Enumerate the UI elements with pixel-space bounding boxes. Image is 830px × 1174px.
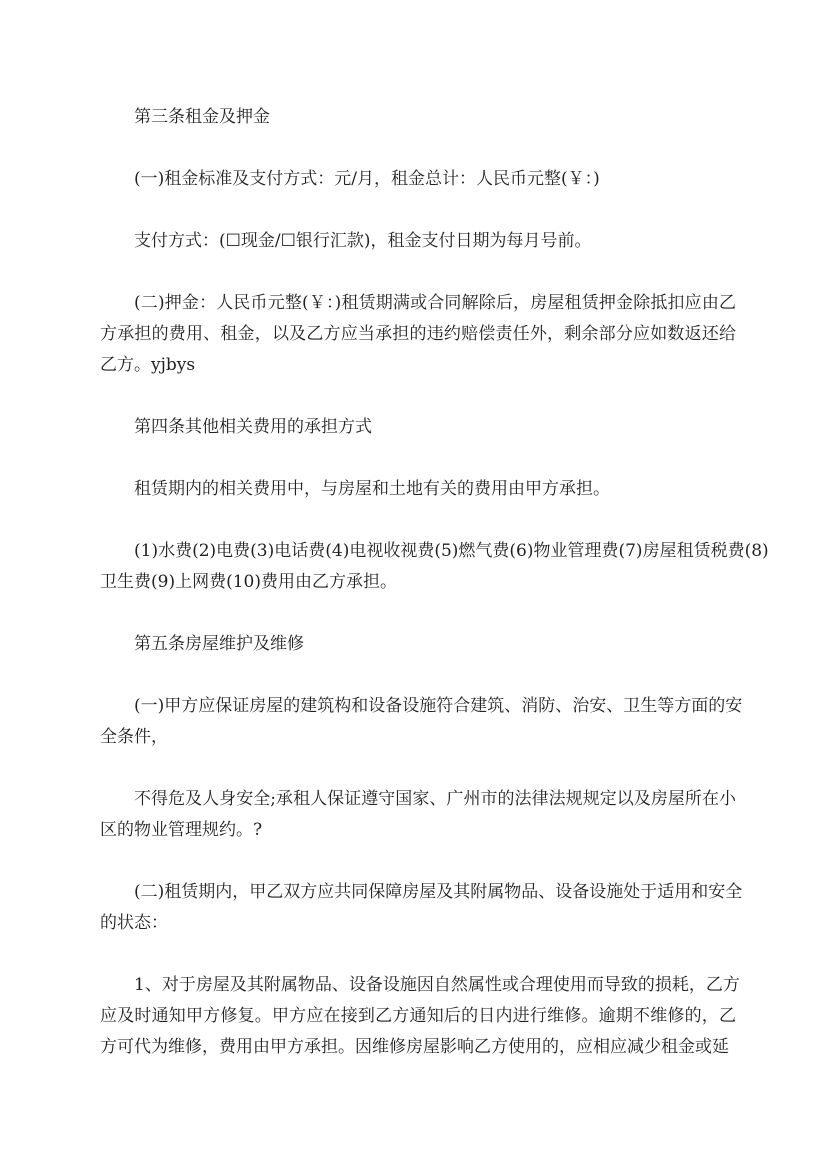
text-line: 乙方。yjbys: [100, 355, 196, 375]
text-line: 第三条租金及押金: [134, 107, 270, 127]
text-line: (二)押金：人民币元整(￥：)租赁期满或合同解除后，房屋租赁押金除抵扣应由乙: [134, 293, 736, 313]
text-line: (一)租金标准及支付方式：元/月，租金总计：人民币元整(￥：): [134, 169, 600, 189]
paragraph: [100, 164, 736, 195]
document-page: [100, 102, 769, 1094]
text-line: 的状态：: [100, 913, 168, 933]
paragraph: [100, 412, 736, 443]
text-line: (一)甲方应保证房屋的建筑构和设备设施符合建筑、消防、治安、卫生等方面的安: [134, 696, 743, 716]
paragraph: [100, 877, 743, 939]
paragraph: [100, 691, 743, 753]
paragraph: [100, 226, 736, 257]
text-line: (1)水费(2)电费(3)电话费(4)电视收视费(5)燃气费(6)物业管理费(7)房屋租赁税费(8): [134, 541, 769, 561]
text-line: 卫生费(9)上网费(10)费用由乙方承担。: [100, 572, 397, 592]
text-line: 方承担的费用、租金，以及乙方应当承担的违约赔偿责任外，剩余部分应如数返还给: [100, 324, 736, 344]
text-line: (二)租赁期内，甲乙双方应共同保障房屋及其附属物品、设备设施处于适用和安全: [134, 882, 743, 902]
paragraph: [100, 474, 736, 505]
paragraph: [100, 102, 736, 133]
text-line: 支付方式：(☐现金/☐银行汇款)，租金支付日期为每月号前。: [134, 231, 592, 251]
text-line: 区的物业管理规约。?: [100, 820, 263, 840]
paragraph: [100, 784, 736, 846]
paragraph: [100, 629, 736, 660]
text-line: 方可代为维修，费用由甲方承担。因维修房屋影响乙方使用的，应相应减少租金或延: [100, 1037, 729, 1057]
text-line: 第四条其他相关费用的承担方式: [134, 417, 372, 437]
text-line: 租赁期内的相关费用中，与房屋和土地有关的费用由甲方承担。: [134, 479, 610, 499]
paragraph: [100, 288, 736, 381]
text-line: 全条件，: [100, 727, 168, 747]
paragraph: [100, 536, 769, 598]
text-line: 第五条房屋维护及维修: [134, 634, 304, 654]
text-line: 不得危及人身安全;承租人保证遵守国家、广州市的法律法规规定以及房屋所在小: [134, 789, 736, 809]
text-line: 1、对于房屋及其附属物品、设备设施因自然属性或合理使用而导致的损耗，乙方: [134, 975, 740, 995]
paragraph: [100, 970, 740, 1063]
text-line: 应及时通知甲方修复。甲方应在接到乙方通知后的日内进行维修。逾期不维修的，乙: [100, 1006, 736, 1026]
